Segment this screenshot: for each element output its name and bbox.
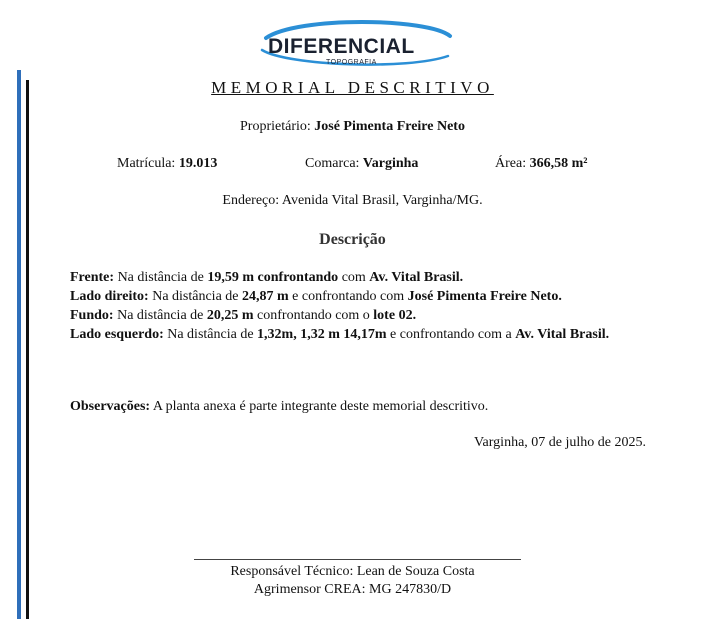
lado-esquerdo-paragraph — [70, 325, 670, 344]
lado-direito-text-1: Na distância de — [148, 289, 242, 304]
description-heading: Descrição — [319, 231, 386, 248]
frente-text-1: Na distância de — [114, 270, 208, 285]
lado-direito-paragraph — [70, 287, 670, 306]
left-border-blue — [17, 70, 21, 619]
owner-line — [0, 119, 705, 135]
matricula-label: Matrícula: — [117, 156, 176, 171]
fundo-text-2: confrontando com o — [253, 308, 374, 323]
address-line: Endereço: Avenida Vital Brasil, Varginha/MG. — [222, 193, 483, 208]
comarca-label: Comarca: — [305, 156, 360, 171]
document-title: MEMORIAL DESCRITIVO — [211, 78, 494, 97]
left-border-black — [26, 80, 29, 619]
signature-name: Responsável Técnico: Lean de Souza Costa — [230, 564, 475, 579]
owner-label: Proprietário: — [240, 119, 311, 134]
fundo-text-1: Na distância de — [113, 308, 207, 323]
matricula-field — [117, 156, 217, 172]
frente-distance: 19,59 m — [207, 270, 255, 285]
fundo-label: Fundo: — [70, 308, 114, 323]
comarca-value: Varginha — [362, 156, 419, 171]
signature-crea: Agrimensor CREA: MG 247830/D — [253, 582, 452, 597]
logo-name: DIFERENCIAL — [268, 35, 415, 58]
frente-paragraph — [70, 268, 670, 287]
lado-esquerdo-text-2: e confrontando com a — [386, 327, 516, 342]
lado-direito-distance: 24,87 m — [242, 289, 289, 304]
fundo-target: lote 02. — [373, 308, 417, 323]
lado-esquerdo-distance-1: 1,32m — [257, 327, 294, 342]
lado-esquerdo-text-1: Na distância de — [163, 327, 258, 342]
fundo-paragraph — [70, 306, 670, 325]
description-block — [70, 268, 670, 344]
lado-direito-label: Lado direito: — [70, 289, 149, 304]
lado-esquerdo-separator: , — [293, 327, 301, 342]
observations-line — [70, 399, 488, 415]
frente-confrontando: confrontando — [254, 270, 339, 285]
area-field — [495, 156, 587, 172]
matricula-value: 19.013 — [178, 156, 218, 171]
lado-esquerdo-distance-3: 14,17m — [343, 327, 387, 342]
frente-target: Av. Vital Brasil. — [369, 270, 464, 285]
owner-value: José Pimenta Freire Neto — [314, 119, 465, 134]
lado-esquerdo-label: Lado esquerdo: — [70, 327, 164, 342]
frente-label: Frente: — [70, 270, 115, 285]
lado-esquerdo-distance-2: 1,32 m — [300, 327, 340, 342]
lado-esquerdo-target: Av. Vital Brasil. — [515, 327, 610, 342]
signature-line — [194, 559, 521, 560]
fundo-distance: 20,25 m — [206, 308, 254, 323]
lado-direito-text-2: e confrontando com — [288, 289, 408, 304]
logo-subtitle: TOPOGRAFIA — [326, 59, 377, 66]
date-line: Varginha, 07 de julho de 2025. — [474, 435, 646, 450]
comarca-field — [305, 156, 418, 172]
observations-label: Observações: — [70, 399, 151, 414]
area-value: 366,58 m² — [529, 156, 588, 171]
frente-text-2: com — [338, 270, 370, 285]
lado-direito-target: José Pimenta Freire Neto. — [407, 289, 562, 304]
observations-text: A planta anexa é parte integrante deste memorial descritivo. — [150, 399, 489, 414]
company-logo — [258, 20, 458, 72]
area-label: Área: — [495, 156, 527, 171]
